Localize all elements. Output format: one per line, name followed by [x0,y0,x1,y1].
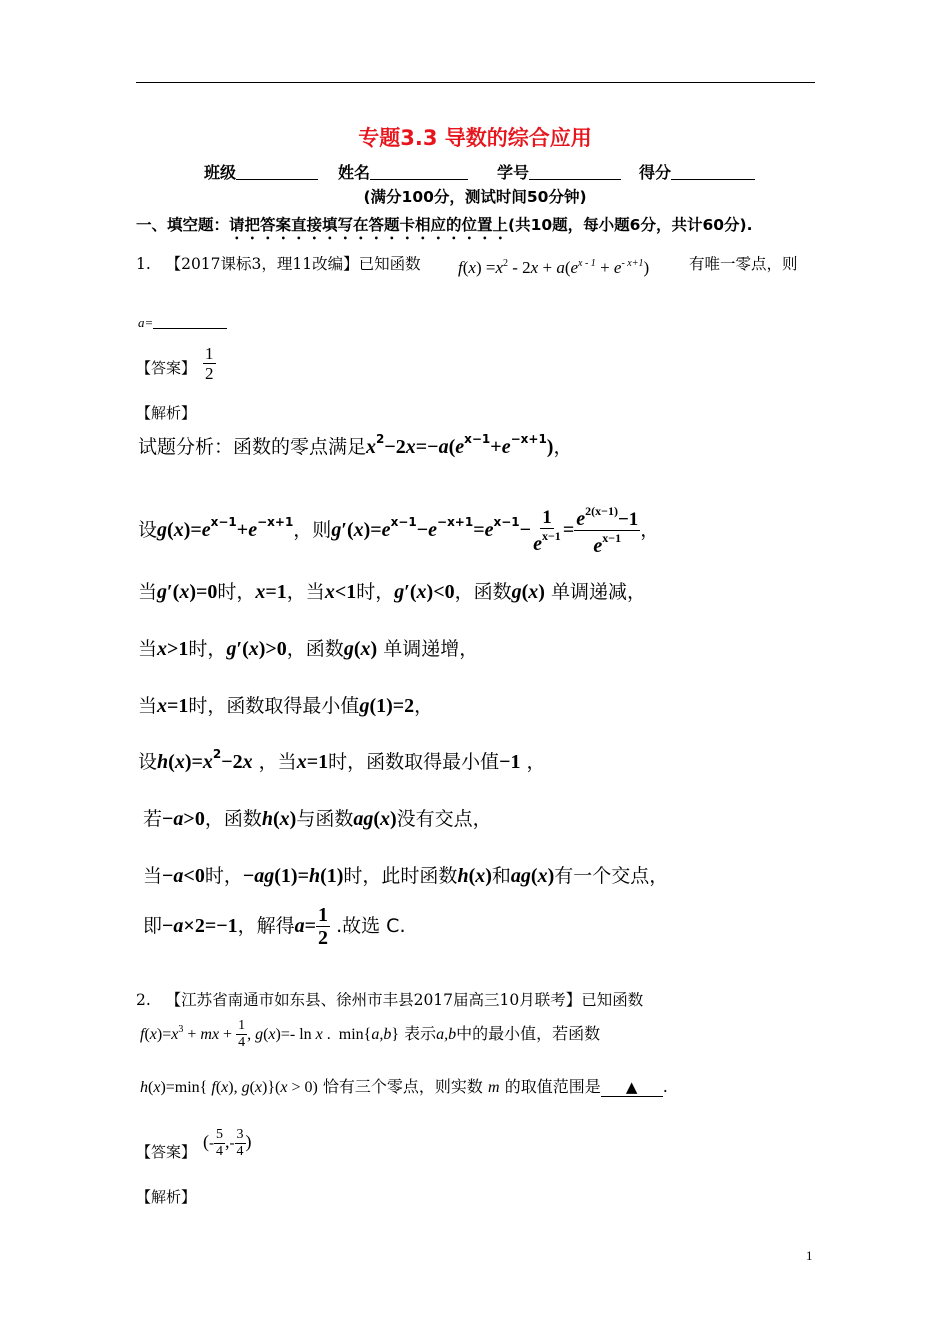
section-heading: 一、填空题：请把答案直接填写在答题卡相应的位置上(共10题，每小题6分，共计60分). [136,216,753,234]
q1-stem-suffix: 有唯一零点，则 [689,255,798,273]
q2-analysis-tag: 【解析】 [136,1188,197,1206]
score-field: 得分 [639,160,755,183]
q2-line-3: h(x)=min{ f(x), g(x)}(x > 0) 恰有三个零点，则实数 m 的取值范围是 ▲ . [140,1077,668,1096]
solution-line-6: 设$h(x)=x^2-2x$ ，当x=1时，函数取得最小值−1 ， [138,747,546,773]
q1-formula: $f(x) =x^2 - 2x + a(e^{x - 1} + e^{- x+1})$ [458,258,650,277]
name-field: 姓名 [338,160,468,183]
q1-answer-value: $\frac{1}{2}$ [205,344,214,383]
solution-line-7: 若−a>0，函数h(x)与函数ag(x)没有交点， [143,808,492,830]
class-field: 班级 [204,160,318,183]
exam-note: (满分100分，测试时间50分钟) [363,188,587,206]
solution-line-5: 当x=1时，函数取得最小值g(1)=2， [138,695,434,717]
solution-line-8: 当−a<0时，−ag(1)=h(1)时，此时函数h(x)和ag(x)有一个交点， [143,865,669,887]
solution-line-4: 当x>1时，g′(x)>0，函数g(x) 单调递增， [138,638,479,660]
q2-answer-blank: ▲ [601,1078,663,1097]
q1-stem: 1. 【2017课标3，理11改编】已知函数 [136,255,421,273]
solution-line-9: 即−a×2=−1，解得a= $\frac{1}{2}$ .故选 C. [143,904,406,949]
page-title: 专题3.3 导数的综合应用 [358,126,592,150]
solution-line-3: 当g′(x)=0时，x=1，当x<1时，g′(x)<0，函数g(x) 单调递减， [138,581,647,603]
header-rule [136,82,815,83]
page-number: 1 [806,1248,813,1263]
q2-answer-value: (- $\frac{5}{4}$ ,- $\frac{3}{4}$ ) [203,1127,252,1159]
q2-line-2: $f(x)=x^3$ + mx + $\frac{1}{4}$ , g(x)=- ln x . min{a,b} 表示a,b中的最小值，若函数 [140,1018,601,1050]
student-id-field: 学号 [497,160,621,183]
q2-answer-tag: 【答案】 [136,1143,197,1161]
solution-line-2: 设$g(x)=e^{x-1}+e^{-x+1}$，则$g'(x)=e^{x-1}-e^{-x+1}=e^{x-1}-$ $\frac{1}{e^{x-1}}$ = $\frac{e^{2(x-1)}-1}{e^{x-1}}$ ， [138,504,660,557]
q1-answer-tag: 【答案】 [136,359,197,377]
q1-answer-blank: a= [138,315,227,331]
solution-line-1: 试题分析：函数的零点满足$x^2-2x=-a(e^{x-1}+e^{-x+1})$， [138,432,573,458]
q2-stem: 2. 【江苏省南通市如东县、徐州市丰县2017届高三10月联考】已知函数 [136,991,644,1009]
q1-analysis-tag: 【解析】 [136,404,197,422]
